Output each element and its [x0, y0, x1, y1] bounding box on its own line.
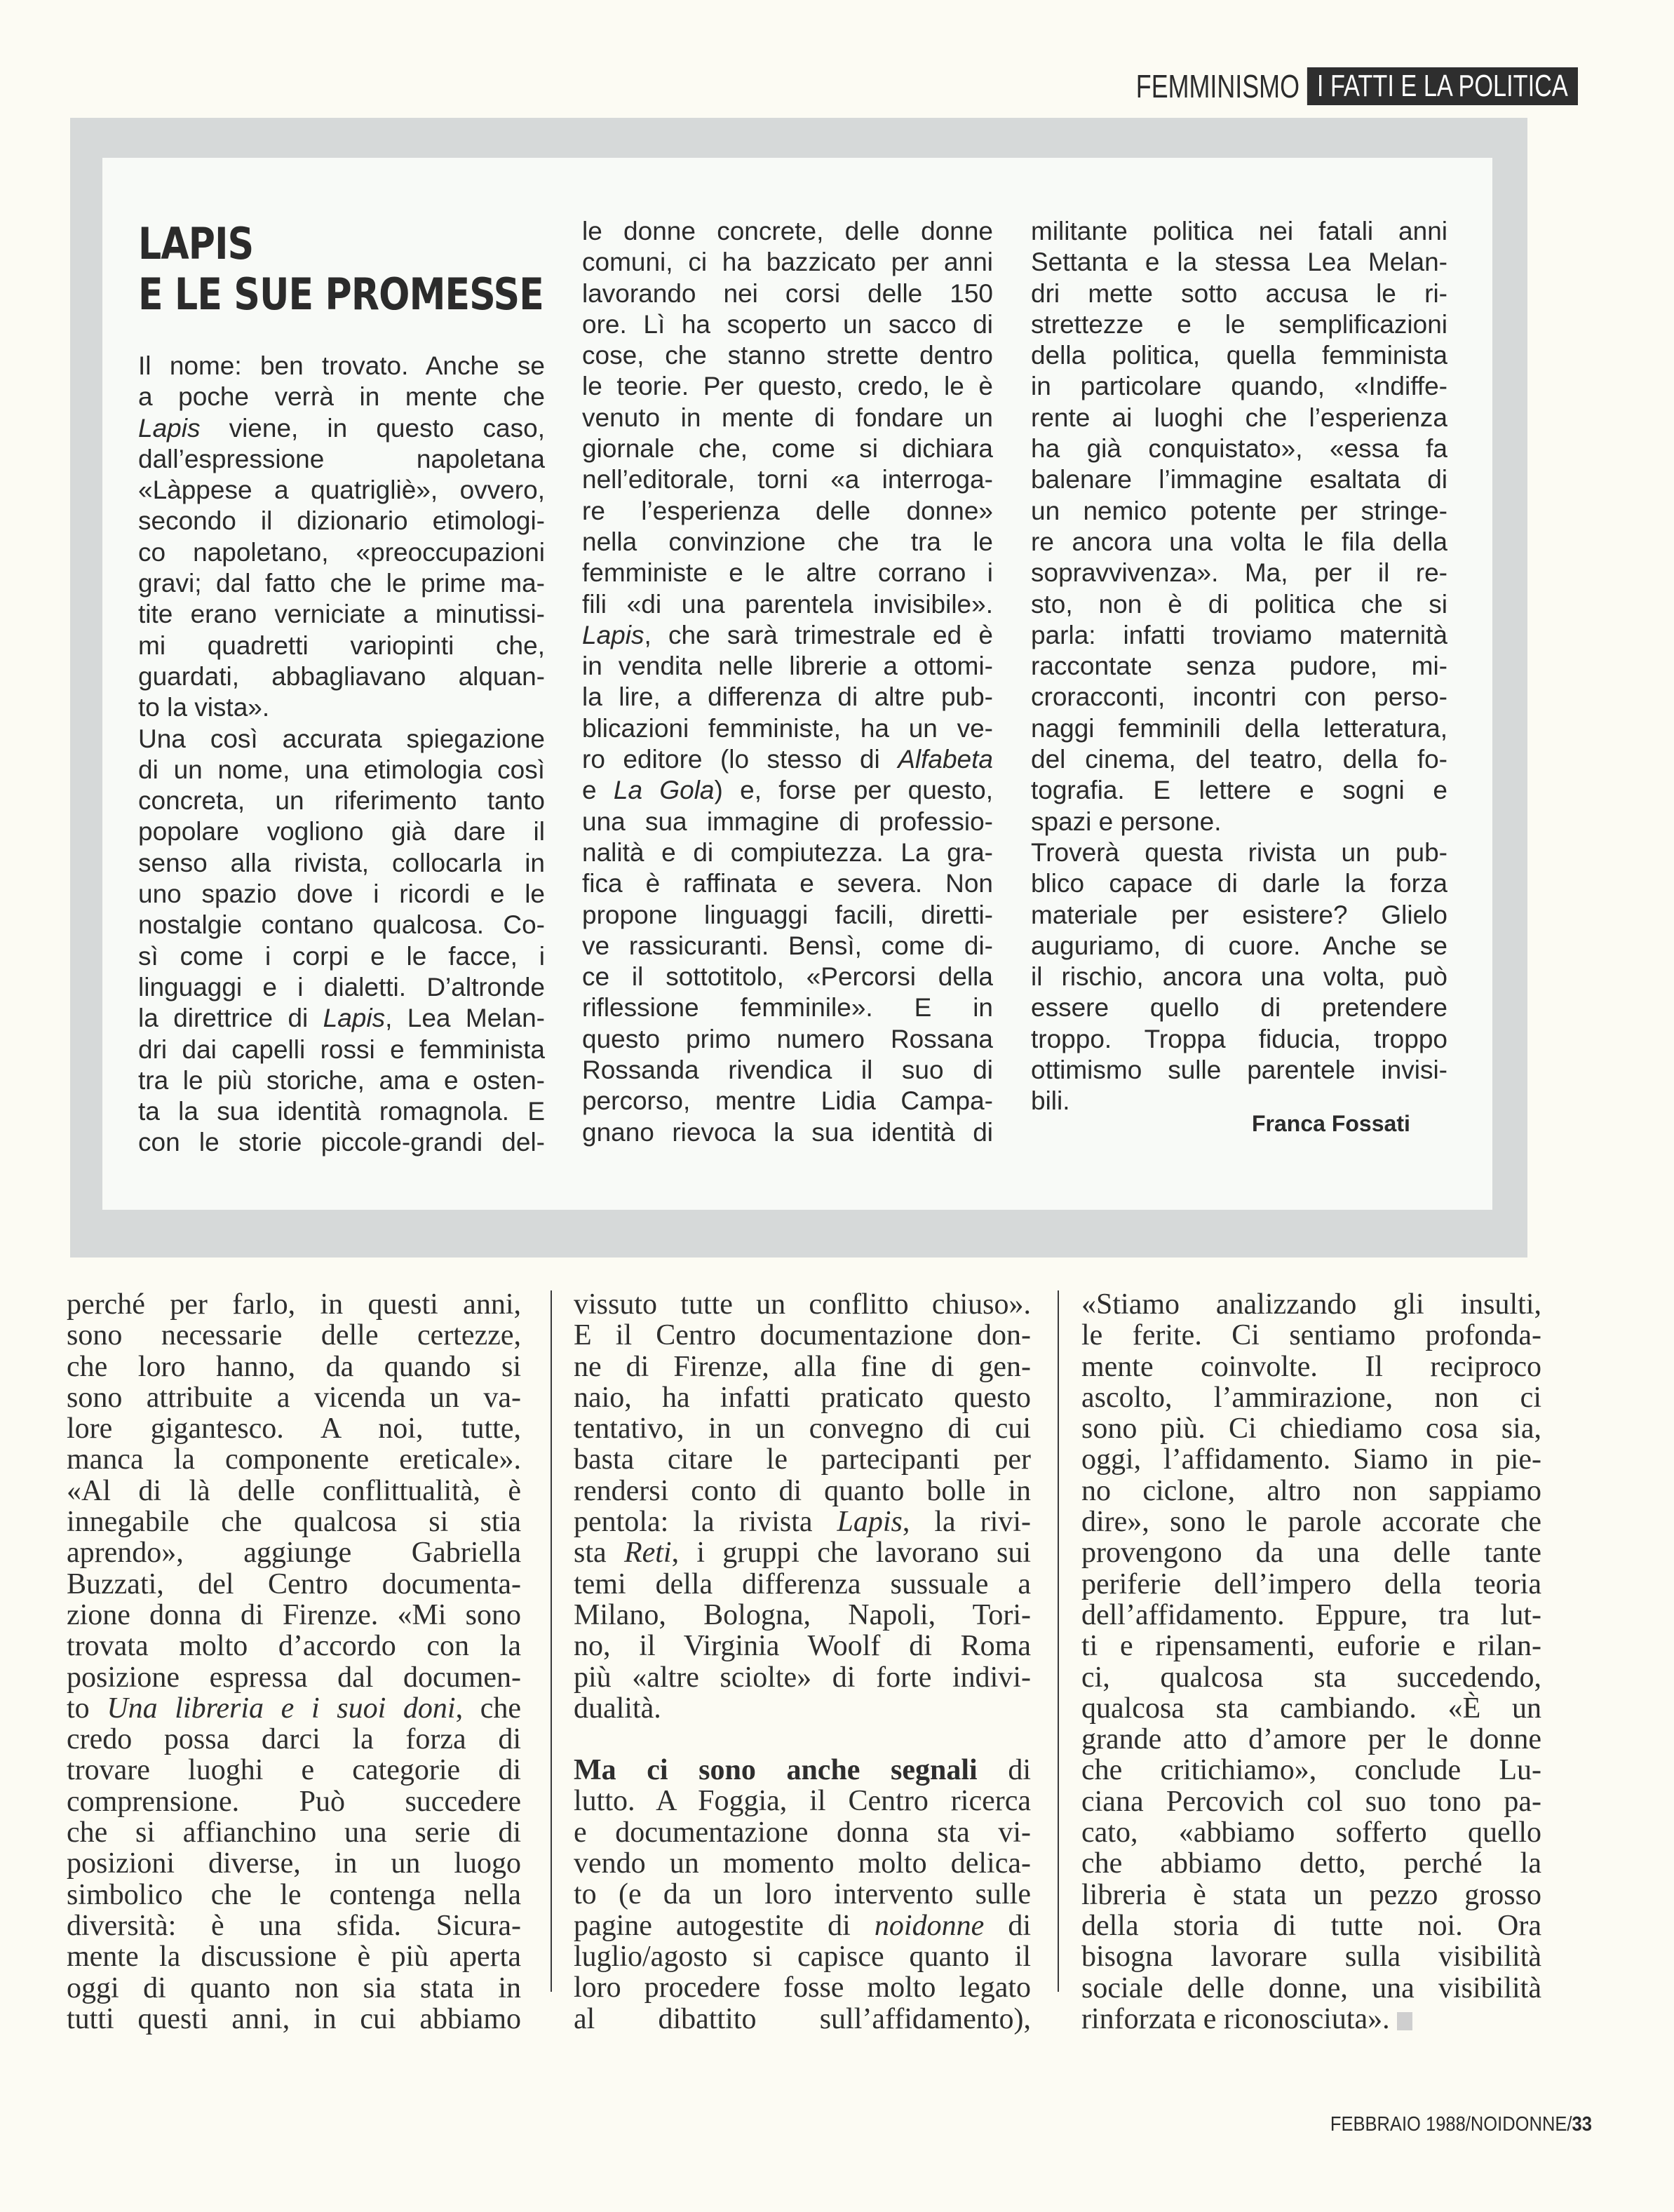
text-line: di un nome, una etimologia così — [138, 755, 545, 784]
text-line: ta la sua identità romagnola. E — [138, 1097, 545, 1126]
text-line: con le storie piccole-grandi del- — [138, 1128, 545, 1157]
text-line: raccontate senza pudore, mi- — [1031, 652, 1447, 681]
text-line: militante politica nei fatali anni — [1031, 217, 1447, 245]
text-line: ce il sottotitolo, «Percorsi della — [582, 962, 993, 992]
text-line: to la vista». — [138, 693, 270, 722]
text-line: Settanta e la stessa Lea Melan- — [1031, 248, 1447, 277]
sidebar-byline: Franca Fossati — [1252, 1111, 1410, 1136]
text-line: ve rassicuranti. Bensì, come di- — [582, 931, 993, 960]
text-line: vendo un momento molto delica- — [574, 1847, 1031, 1880]
text-line: trovata molto d’accordo con la — [67, 1630, 521, 1663]
text-line: percorso, mentre Lidia Campa- — [582, 1086, 993, 1116]
subsection-label: I FATTI E LA POLITICA — [1307, 67, 1578, 105]
text-line: in particolare quando, «Indiffe- — [1031, 372, 1447, 401]
text-line: troppo. Troppa fiducia, troppo — [1031, 1024, 1447, 1053]
text-line: strettezze e le semplificazioni — [1031, 309, 1447, 339]
text-line: essere quello di pretendere — [1031, 993, 1447, 1023]
article-column-2-part-2 — [574, 1786, 1031, 2034]
text-line: fili «di una parentela invisibile». — [582, 589, 993, 619]
text-line: temi della differenza sussuale a — [574, 1567, 1031, 1600]
text-line: «Al di là delle conflittualità, è — [67, 1474, 521, 1507]
text-line: dri dai capelli rossi e femminista — [138, 1034, 545, 1064]
text-line: Milano, Bologna, Napoli, Tori- — [574, 1598, 1031, 1631]
text-line: credo possa darci la forza di — [67, 1723, 521, 1756]
text-line: dualità. — [574, 1692, 661, 1725]
text-line: uno spazio dove i ricordi e le — [138, 879, 545, 909]
text-line: parla: infatti troviamo maternità — [1031, 620, 1447, 649]
text-line: balenare l’immagine esaltata di — [1031, 465, 1447, 494]
text-line: la lire, a differenza di altre pub- — [582, 682, 993, 712]
text-line: ne di Firenze, alla fine di gen- — [574, 1350, 1031, 1383]
text-line: comuni, ci ha bazzicato per anni — [582, 248, 993, 277]
text-line: perché per farlo, in questi anni, — [67, 1288, 521, 1321]
text-line: al dibattito sull’affidamento), — [574, 2002, 1031, 2035]
page-footer — [1330, 2113, 1592, 2136]
text-line: naggi femminili della letteratura, — [1031, 713, 1447, 743]
text-line: nalità e di compiutezza. La gra- — [582, 837, 993, 867]
text-line: le teorie. Per questo, credo, le è — [582, 372, 993, 401]
text-line: giornale che, come si dichiara — [582, 434, 993, 464]
article-column-3 — [1081, 1289, 1541, 2035]
text-line: pentola: la rivista Lapis, la rivi- — [574, 1506, 1031, 1539]
text-line: e documentazione donna sta vi- — [574, 1816, 1031, 1849]
text-line: secondo il dizionario etimologi- — [138, 506, 545, 536]
text-line: posizione espressa dal documen- — [67, 1661, 521, 1694]
text-line: vissuto tutte un conflitto chiuso». — [574, 1288, 1031, 1321]
page-number: 33 — [1572, 2113, 1592, 2136]
text-line: Lapis viene, in questo caso, — [138, 413, 545, 443]
text-line: e La Gola) e, forse per questo, — [582, 776, 994, 805]
text-line: Una così accurata spiegazione — [138, 724, 545, 753]
text-line: nostalgie contano qualcosa. Co- — [138, 910, 545, 940]
text-line: che critichiamo», conclude Lu- — [1081, 1754, 1541, 1787]
text-line: un nemico potente per stringe- — [1031, 496, 1447, 525]
text-line: nell’editorale, torni «a interroga- — [582, 465, 993, 494]
text-line: oggi, l’affidamento. Siamo in pie- — [1081, 1443, 1541, 1476]
text-line: dall’espressione napoletana — [138, 444, 545, 473]
text-line: E il Centro documentazione don- — [574, 1319, 1031, 1352]
text-line: Il nome: ben trovato. Anche se — [138, 351, 545, 380]
text-line: più «altre sciolte» di forte indivi- — [574, 1661, 1031, 1694]
text-line: provengono da una delle tante — [1081, 1537, 1541, 1570]
text-line: periferie dell’impero della teoria — [1081, 1567, 1541, 1600]
text-line: le donne concrete, delle donne — [582, 217, 993, 245]
text-line: Troverà questa rivista un pub- — [1031, 837, 1447, 867]
text-line: spazi e persone. — [1031, 807, 1222, 836]
article-column-2 — [574, 1289, 1031, 2035]
text-line: auguriamo, di cuore. Anche se — [1031, 931, 1447, 960]
text-line: simbolico che le contenga nella — [67, 1878, 521, 1911]
text-line: una sua immagine di professio- — [582, 807, 993, 836]
text-line: sono attribuite a vicenda un va- — [67, 1381, 521, 1414]
text-line: tra le più storiche, ama e osten- — [138, 1065, 545, 1095]
text-line: basta citare le partecipanti per — [574, 1443, 1031, 1476]
text-line: no, il Virginia Woolf di Roma — [574, 1630, 1031, 1663]
text-line: dire», sono le parole accorate che — [1081, 1506, 1541, 1539]
text-line: sociale delle donne, una visibilità — [1081, 1971, 1541, 2004]
text-line: mi quadretti variopinti che, — [138, 630, 545, 660]
text-line: gravi; dal fatto che le prime ma- — [138, 569, 545, 598]
text-line: nella convinzione che tra le — [582, 527, 993, 556]
text-line: pagine autogestite di noidonne di — [574, 1909, 1031, 1942]
text-line: dell’affidamento. Eppure, tra lut- — [1081, 1598, 1541, 1631]
text-line: grande atto d’amore per le donne — [1081, 1723, 1541, 1756]
column-rule-1 — [551, 1290, 552, 1992]
sidebar-column-3 — [1031, 216, 1447, 1117]
text-line: ha già conquistato», «essa fa — [1031, 434, 1447, 464]
text-line: comprensione. Può succedere — [67, 1785, 521, 1818]
text-line: lore gigantesco. A noi, tutte, — [67, 1412, 521, 1445]
text-line: posizioni diverse, in un luogo — [67, 1847, 521, 1880]
text-line: innegabile che qualcosa si stia — [67, 1506, 521, 1539]
text-line: croracconti, incontri con perso- — [1031, 682, 1447, 712]
text-line: mente coinvolte. Il reciproco — [1081, 1350, 1541, 1383]
text-line: to Una libreria e i suoi doni, che — [67, 1692, 521, 1725]
end-mark-icon — [1397, 2012, 1412, 2030]
sidebar-column-1 — [138, 351, 545, 1159]
page-header — [1090, 65, 1568, 107]
text-line: ciana Percovich col suo tono pa- — [1081, 1785, 1541, 1818]
subhead-rest: di — [977, 1754, 1032, 1787]
text-line: senso alla rivista, collocarla in — [138, 848, 545, 877]
text-line: co napoletano, «preoccupazioni — [138, 537, 545, 567]
text-line: sì come i corpi e le facce, i — [138, 941, 545, 971]
text-line: ci, qualcosa sta succedendo, — [1081, 1661, 1541, 1694]
text-line: tite erano verniciate a minutissi- — [138, 600, 545, 629]
text-line: ore. Lì ha scoperto un sacco di — [582, 309, 993, 339]
text-line: sto, non è di politica che si — [1031, 589, 1447, 619]
text-line: la direttrice di Lapis, Lea Melan- — [138, 1004, 546, 1033]
text-line: della storia di tutte noi. Ora — [1081, 1909, 1541, 1942]
text-line: zione donna di Firenze. «Mi sono — [67, 1598, 521, 1631]
text-line: qualcosa sta cambiando. «È un — [1081, 1692, 1541, 1725]
text-line: questo primo numero Rossana — [582, 1024, 993, 1053]
subhead-line — [574, 1755, 1031, 1786]
text-line: concreta, un riferimento tanto — [138, 786, 545, 816]
text-line: propone linguaggi facili, diretti- — [582, 900, 993, 929]
text-line: che loro hanno, da quando si — [67, 1350, 521, 1383]
text-line: no ciclone, altro non sappiamo — [1081, 1474, 1541, 1507]
text-line: Buzzati, del Centro documenta- — [67, 1567, 521, 1600]
paragraph-gap — [574, 1724, 1031, 1755]
text-line: mente la discussione è più aperta — [67, 1941, 521, 1974]
text-line: Lapis, che sarà trimestrale ed è — [582, 620, 993, 649]
text-line: guardati, abbagliavano alquan- — [138, 661, 545, 691]
sidebar-title-line-2: E LE SUE PROMESSE — [138, 269, 544, 320]
text-line: il rischio, ancora una volta, può — [1031, 962, 1447, 992]
text-line: sopravvivenza». Ma, per il re- — [1031, 558, 1447, 588]
text-line: diversità: è una sfida. Sicura- — [67, 1909, 521, 1942]
text-line: «Stiamo analizzando gli insulti, — [1081, 1288, 1541, 1321]
text-line: le ferite. Ci sentiamo profonda- — [1081, 1319, 1541, 1352]
text-line: materiale per esistere? Glielo — [1031, 900, 1447, 929]
text-line: rente ai luoghi che l’esperienza — [1031, 403, 1447, 432]
text-line: loro procedere fosse molto legato — [574, 1971, 1031, 2004]
text-line: ascolto, l’ammirazione, non ci — [1081, 1381, 1541, 1414]
text-line: trovare luoghi e categorie di — [67, 1754, 521, 1787]
text-line: lutto. A Foggia, il Centro ricerca — [574, 1785, 1031, 1818]
text-line: sono necessarie delle certezze, — [67, 1319, 521, 1352]
text-line: venuto in mente di fondare un — [582, 403, 993, 432]
text-line: libreria è stata un pezzo grosso — [1081, 1878, 1541, 1911]
text-line: in vendita nelle librerie a ottomi- — [582, 652, 993, 681]
sidebar-title — [138, 219, 544, 320]
text-line: tentativo, in un convegno di cui — [574, 1412, 1031, 1445]
text-line: femministe e le altre corrano i — [582, 558, 993, 588]
text-line: fica è raffinata e severa. Non — [582, 869, 993, 898]
text-line: cose, che stanno strette dentro — [582, 341, 993, 370]
text-line: ro editore (lo stesso di Alfabeta — [582, 745, 993, 774]
text-line: popolare vogliono già dare il — [138, 817, 545, 847]
article-column-2-part-1 — [574, 1289, 1031, 1724]
text-line: rinforzata e riconosciuta». — [1081, 2004, 1541, 2035]
text-line: rendersi conto di quanto bolle in — [574, 1474, 1031, 1507]
text-line: dri mette sotto accusa le ri- — [1031, 278, 1447, 308]
section-label: FEMMINISMO — [1135, 68, 1300, 104]
text-line: ti e ripensamenti, euforie e rilan- — [1081, 1630, 1541, 1663]
text-line: lavorando nei corsi delle 150 — [582, 278, 993, 308]
text-line: naio, ha infatti praticato questo — [574, 1381, 1031, 1414]
text-line: sta Reti, i gruppi che lavorano sui — [574, 1537, 1032, 1570]
text-line: a poche verrà in mente che — [138, 382, 545, 412]
text-line: tutti questi anni, in cui abbiamo — [67, 2002, 521, 2035]
text-line: oggi di quanto non sia stata in — [67, 1971, 521, 2004]
text-line: che si affianchino una serie di — [67, 1816, 521, 1849]
text-line: bili. — [1031, 1086, 1070, 1116]
text-line: re l’esperienza delle donne» — [582, 496, 993, 525]
subhead-bold: Ma ci sono anche segnali — [574, 1754, 978, 1787]
text-line: luglio/agosto si capisce quanto il — [574, 1940, 1031, 1973]
text-line: della politica, quella femminista — [1031, 341, 1447, 370]
text-line: tografia. E lettere e sogni e — [1031, 776, 1447, 805]
text-line: che abbiamo detto, perché la — [1081, 1847, 1541, 1880]
text-line: sono più. Ci chiediamo cosa sia, — [1081, 1412, 1541, 1445]
text-line: bisogna lavorare sulla visibilità — [1081, 1941, 1541, 1974]
sidebar-column-2 — [582, 216, 993, 1148]
text-line: riflessione femminile». E in — [582, 993, 993, 1023]
article-column-1 — [67, 1289, 521, 2035]
text-line: cato, «abbiamo sofferto quello — [1081, 1816, 1541, 1849]
text-line: linguaggi e i dialetti. D’altronde — [138, 972, 545, 1002]
text-line: ottimismo sulle parentele invisi- — [1031, 1056, 1447, 1085]
text-line: aprendo», aggiunge Gabriella — [67, 1537, 521, 1570]
text-line: «Làppese a quatrigliè», ovvero, — [138, 476, 545, 505]
sidebar-title-line-1: LAPIS — [138, 218, 254, 269]
issue-label: FEBBRAIO 1988/NOIDONNE/ — [1330, 2113, 1572, 2136]
text-line: del cinema, del teatro, della fo- — [1031, 745, 1447, 774]
text-line: manca la componente ereticale». — [67, 1443, 521, 1476]
text-line: blicazioni femministe, ha un ve- — [582, 713, 993, 743]
text-line: Rossanda rivendica il suo di — [582, 1056, 993, 1085]
column-rule-2 — [1058, 1290, 1059, 1992]
text-line: gnano rievoca la sua identità di — [582, 1117, 993, 1147]
text-line: blico capace di darle la forza — [1031, 869, 1447, 898]
text-line: re ancora una volta le fila della — [1031, 527, 1447, 556]
text-line: to (e da un loro intervento sulle — [574, 1878, 1031, 1911]
